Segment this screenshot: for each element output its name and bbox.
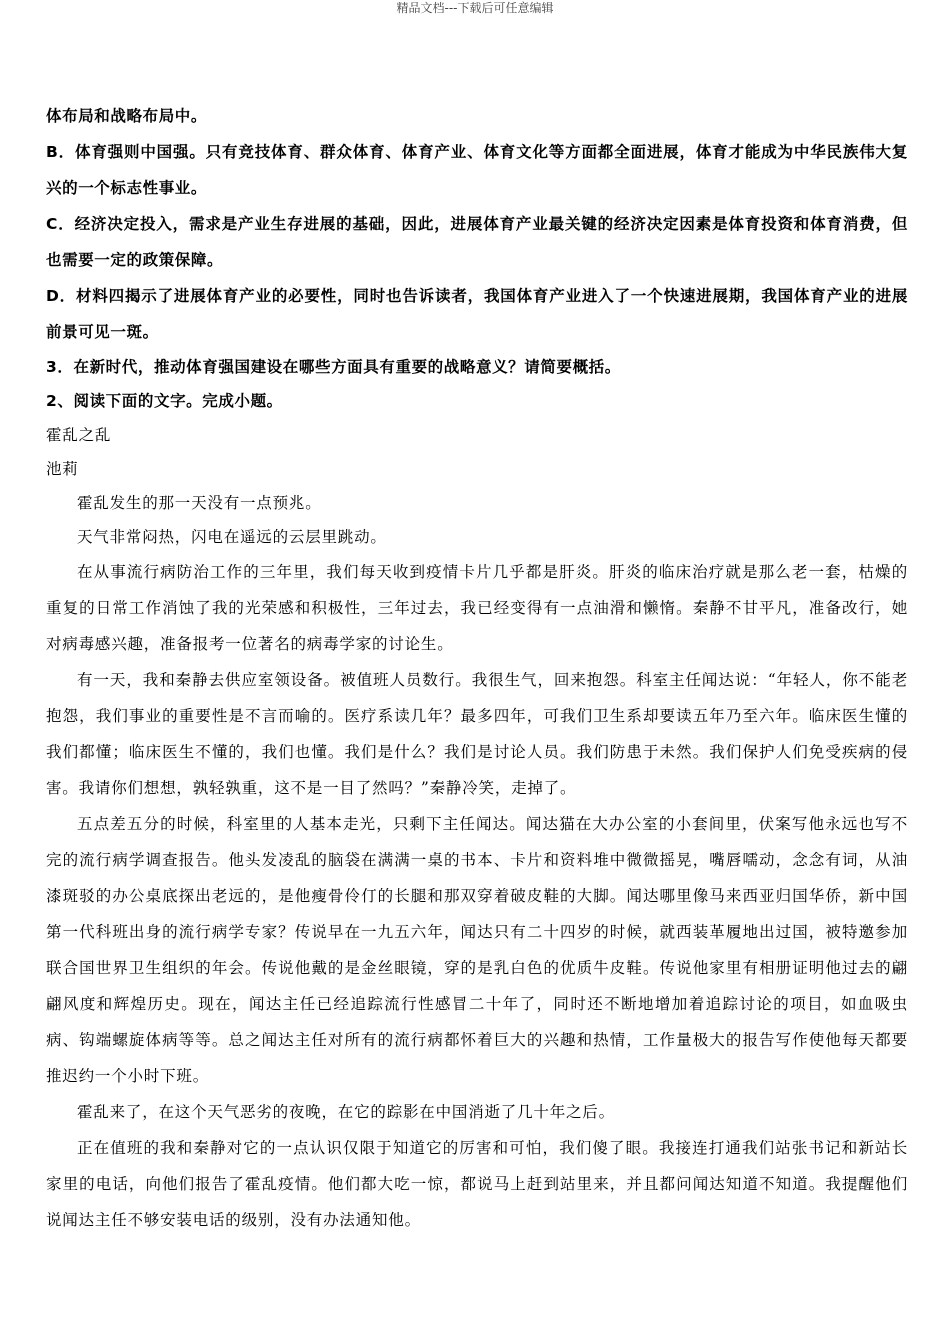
question-3: 3．在新时代，推动体育强国建设在哪些方面具有重要的战略意义？请简要概括。 [46,358,621,376]
story-paragraph: 天气非常闷热，闪电在遥远的云层里跳动。 [77,528,387,546]
paragraph-continuation: 体布局和战略布局中。 [46,107,208,125]
story-paragraph: 霍乱发生的那一天没有一点预兆。 [77,494,322,512]
option-d: D．材料四揭示了进展体育产业的必要性，同时也告诉读者，我国体育产业进入了一个快速进展期，我国体育产业的进展前景可见一斑。 [46,287,908,341]
story-paragraph: 正在值班的我和秦静对它的一点认识仅限于知道它的厉害和可怕，我们傻了眼。我接连打通我们站张书记和新站长家里的电话，向他们报告了霍乱疫情。他们都大吃一惊，都说马上赶到站里来，并且都问闻达知道不知道。我提醒他们说闻达主任不够安装电话的级别，没有办法通知他。 [46,1139,908,1229]
story-title: 霍乱之乱 [46,426,112,444]
reading-instruction: 2、阅读下面的文字。完成小题。 [46,392,283,410]
story-paragraph: 有一天，我和秦静去供应室领设备。被值班人员数行。我很生气，回来抱怨。科室主任闻达说：“年轻人，你不能老抱怨，我们事业的重要性是不言而喻的。医疗系读几年？最多四年，可我们卫生系却要读五年乃至六年。临床医生懂的我们都懂；临床医生不懂的，我们也懂。我们是什么？我们是讨论人员。我们防患于未然。我们保护人们免受疾病的侵害。我请你们想想，孰轻孰重，这不是一目了然吗？”秦静冷笑，走掉了。 [46,671,908,797]
story-author: 池莉 [46,460,79,478]
option-b: B．体育强则中国强。只有竞技体育、群众体育、体育产业、体育文化等方面都全面进展，体育才能成为中华民族伟大复兴的一个标志性事业。 [46,143,908,197]
page-header: 精品文档---下载后可任意编辑 [396,1,554,15]
document-body [46,98,908,1238]
story-paragraph: 霍乱来了，在这个天气恶劣的夜晚，在它的踪影在中国消逝了几十年之后。 [77,1103,615,1121]
story-paragraph: 五点差五分的时候，科室里的人基本走光，只剩下主任闻达。闻达猫在大办公室的小套间里，伏案写他永远也写不完的流行病学调查报告。他头发凌乱的脑袋在满满一桌的书本、卡片和资料堆中微微摇晃，嘴唇嚅动，念念有词，从油漆斑驳的办公桌底探出老远的，是他瘦骨伶仃的长腿和那双穿着破皮鞋的大脚。闻达哪里像马来西亚归国华侨，新中国第一代科班出身的流行病学专家？传说早在一九五六年，闻达只有二十四岁的时候，就西装革履地出过国，被特邀参加联合国世界卫生组织的年会。传说他戴的是金丝眼镜，穿的是乳白色的优质牛皮鞋。传说他家里有相册证明他过去的翩翩风度和辉煌历史。现在，闻达主任已经追踪流行性感冒二十年了，同时还不断地增加着追踪讨论的项目，如血吸虫病、钩端螺旋体病等等。总之闻达主任对所有的流行病都怀着巨大的兴趣和热情，工作量极大的报告写作使他每天都要推迟约一个小时下班。 [46,815,908,1085]
story-paragraph: 在从事流行病防治工作的三年里，我们每天收到疫情卡片几乎都是肝炎。肝炎的临床治疗就是那么老一套，枯燥的重复的日常工作消蚀了我的光荣感和积极性，三年过去，我已经变得有一点油滑和懒惰。秦静不甘平凡，准备改行，她对病毒感兴趣，准备报考一位著名的病毒学家的讨论生。 [46,563,908,653]
option-c: C．经济决定投入，需求是产业生存进展的基础，因此，进展体育产业最关键的经济决定因素是体育投资和体育消费，但也需要一定的政策保障。 [46,215,908,269]
